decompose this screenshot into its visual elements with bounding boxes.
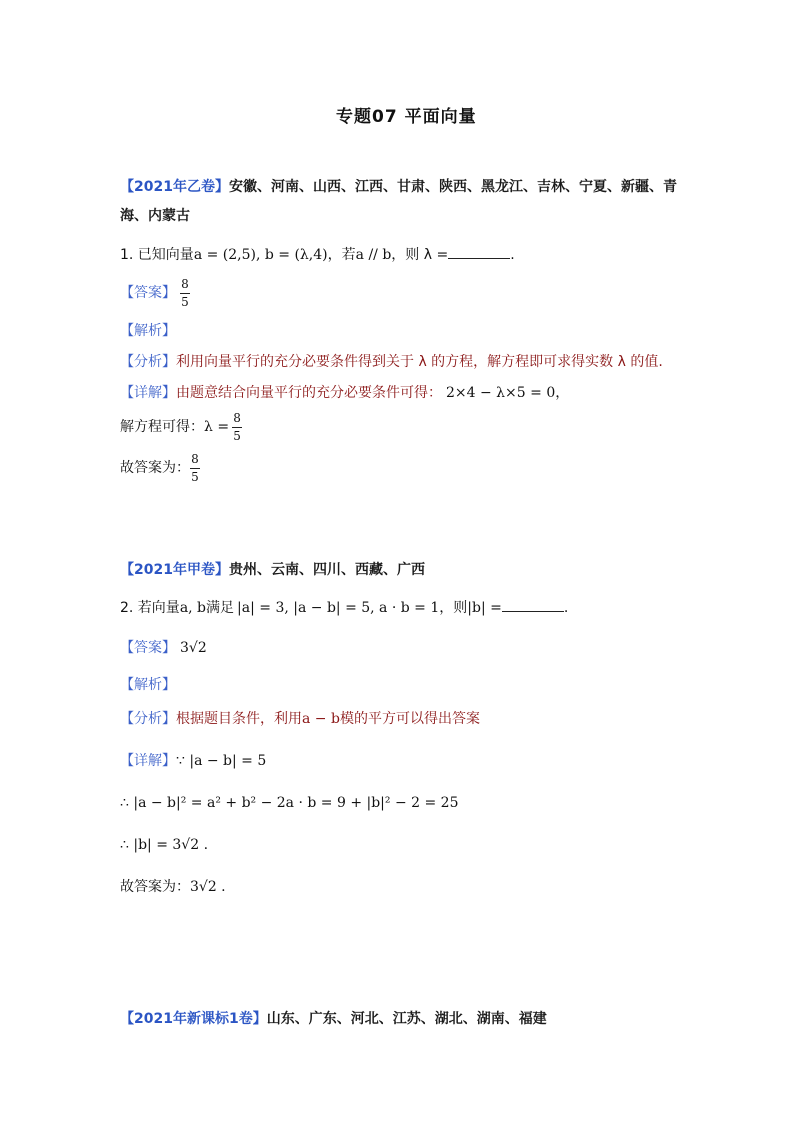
analysis-label: 【解析】 xyxy=(120,323,176,339)
section-1-header xyxy=(120,180,677,194)
final-text: 故答案为： xyxy=(120,460,190,477)
xiangjie-label: 【详解】 xyxy=(120,385,176,401)
final-value: 3√2 . xyxy=(190,879,226,895)
xiangjie-label: 【详解】 xyxy=(120,753,176,769)
solve-lhs: λ = xyxy=(204,419,230,436)
fraction-numerator: 8 xyxy=(181,277,189,291)
fraction-denominator: 5 xyxy=(233,428,241,443)
question-1-end: . xyxy=(510,247,515,263)
question-2-end: |b| = xyxy=(467,600,502,616)
fenxi-text: 利用向量平行的充分必要条件得到关于 λ 的方程，解方程即可求得实数 λ 的值. xyxy=(176,354,663,370)
answer-2-value: 3√2 xyxy=(180,640,207,656)
section-3-tag: 【2021年新课标1卷】 xyxy=(120,1011,267,1027)
analysis-label: 【解析】 xyxy=(120,677,176,693)
section-1-provinces-cont: 海、内蒙古 xyxy=(120,208,190,224)
fenxi-pre: 根据题目条件，利用 xyxy=(176,711,302,727)
answer-blank xyxy=(448,246,510,259)
fraction-numerator: 8 xyxy=(233,411,241,425)
final-text: 故答案为： xyxy=(120,879,190,895)
question-1-math: a = (2,5), b = (λ,4) xyxy=(193,247,328,263)
section-1-provinces: 安徽、河南、山西、江西、甘肃、陕西、黑龙江、吉林、宁夏、新疆、青 xyxy=(228,179,677,195)
solve-fraction xyxy=(232,412,242,442)
question-2-mid: 满足 xyxy=(206,600,235,616)
question-1 xyxy=(120,246,515,262)
fenxi-1 xyxy=(120,355,663,369)
section-2-provinces: 贵州、云南、四川、西藏、广西 xyxy=(228,562,425,578)
final-1 xyxy=(120,453,200,483)
question-1-tail: ，则 λ = xyxy=(391,247,449,263)
section-2-tag: 【2021年甲卷】 xyxy=(120,562,229,578)
question-1-mid: ，若 xyxy=(327,247,356,263)
fraction-denominator: 5 xyxy=(181,294,189,309)
section-1-tag: 【2021年乙卷】 xyxy=(120,179,229,195)
question-2-prefix: 2. 若向量 xyxy=(120,600,180,616)
xiangjie-math: ∵ |a − b| = 5 xyxy=(176,753,267,769)
question-1-prefix: 1. 已知向量 xyxy=(120,247,194,263)
question-2-math: |a| = 3, |a − b| = 5, a · b = 1 xyxy=(237,600,440,616)
section-2-header xyxy=(120,563,425,577)
question-2-vecs: a, b xyxy=(179,600,207,616)
section-3-header xyxy=(120,1012,547,1026)
fraction-numerator: 8 xyxy=(191,452,199,466)
answer-label: 【答案】 xyxy=(120,640,176,656)
derivation-line-3: ∴ |b| = 3√2 . xyxy=(120,837,209,853)
question-1-cond: a // b xyxy=(355,247,392,263)
fenxi-post: 模的平方可以得出答案 xyxy=(339,711,480,727)
fenxi-math: a − b xyxy=(302,711,340,727)
xiangjie-text: 由题意结合向量平行的充分必要条件可得： xyxy=(176,385,442,401)
answer-blank xyxy=(502,599,564,612)
derivation-line-2: ∴ |a − b|² = a² + b² − 2a · b = 9 + |b|² − 2 = 25 xyxy=(120,795,459,811)
solve-1 xyxy=(120,412,242,442)
question-2-tail: ，则 xyxy=(439,600,468,616)
question-2-dot: . xyxy=(563,600,569,616)
xiangjie-1 xyxy=(120,386,569,400)
question-2 xyxy=(120,599,568,615)
section-3-provinces: 山东、广东、河北、江苏、湖北、湖南、福建 xyxy=(266,1011,547,1027)
answer-1 xyxy=(120,278,190,308)
fenxi-label: 【分析】 xyxy=(120,354,176,370)
solve-text: 解方程可得： xyxy=(120,419,204,436)
fraction-denominator: 5 xyxy=(191,469,199,484)
fenxi-label: 【分析】 xyxy=(120,711,176,727)
fenxi-2 xyxy=(120,712,480,726)
page-title: 专题07 平面向量 xyxy=(336,107,477,127)
xiangjie-math: 2×4 − λ×5 = 0， xyxy=(446,385,570,401)
xiangjie-2 xyxy=(120,754,266,768)
answer-2 xyxy=(120,641,207,655)
final-2 xyxy=(120,880,226,894)
final-fraction xyxy=(190,453,200,483)
answer-1-fraction xyxy=(180,278,190,308)
answer-label: 【答案】 xyxy=(120,285,176,302)
